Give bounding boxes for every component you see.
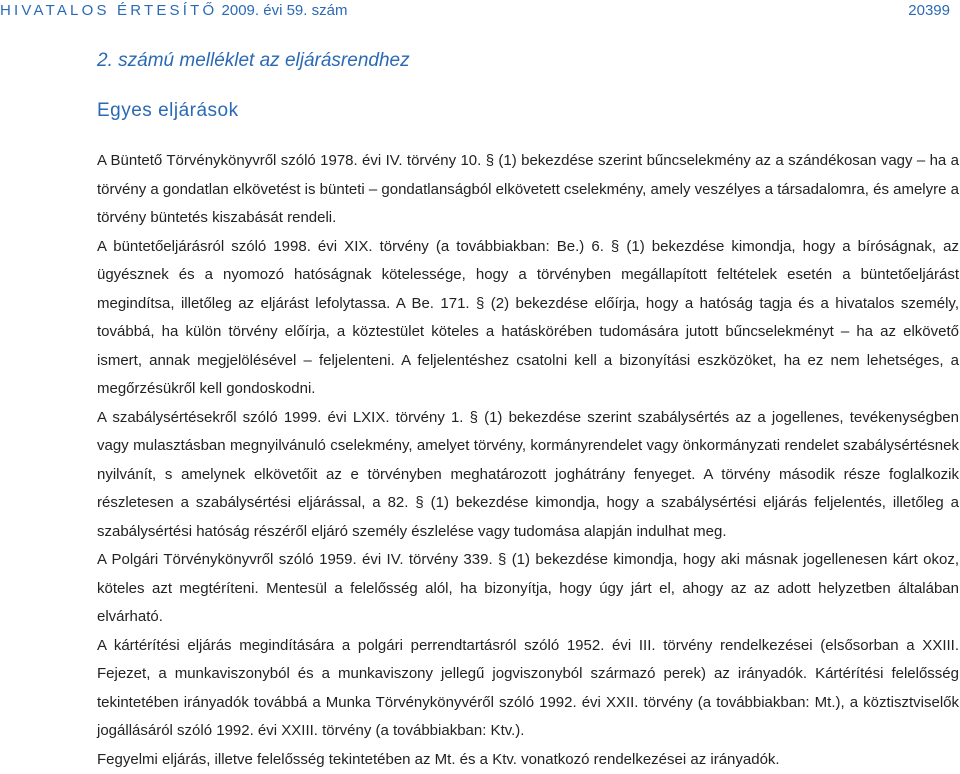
issue-info: 2009. évi 59. szám bbox=[222, 2, 348, 19]
annex-title: 2. számú melléklet az eljárásrendhez bbox=[97, 50, 410, 72]
paragraph-damages-procedure: A kártérítési eljárás megindítására a polgári perrendtartásról szóló 1952. évi III. törvény rendelkezései (elsősorban a XXIII. Fejezet, a munkaviszonyból és a munkaviszony jellegű jogviszonyból származó perek) az irányadók. Kártérítési felelősség tekintetében irányadók továbbá a Munka Törvénykönyvéről szóló 1992. évi XXII. törvény (a továbbiakban: Mt.), a köztisztviselők jogállásáról szóló 1992. évi XXIII. törvény (a továbbiakban: Ktv.). bbox=[97, 632, 959, 746]
page-number: 20399 bbox=[908, 0, 950, 22]
paragraph-civil-code: A Polgári Törvénykönyvről szóló 1959. évi IV. törvény 339. § (1) bekezdése kimondja, hogy aki másnak jogellenesen kárt okoz, köteles azt megtéríteni. Mentesül a felelősség alól, ha bizonyítja, hogy úgy járt el, ahogy az az adott helyzetben általában elvárható. bbox=[97, 546, 959, 632]
journal-masthead bbox=[0, 0, 347, 22]
journal-name: HIVATALOS ÉRTESÍTŐ bbox=[0, 2, 217, 19]
paragraph-disciplinary: Fegyelmi eljárás, illetve felelősség tekintetében az Mt. és a Ktv. vonatkozó rendelkezései az irányadók. bbox=[97, 746, 959, 774]
document-body bbox=[97, 147, 959, 774]
paragraph-criminal-code: A Büntető Törvénykönyvről szóló 1978. évi IV. törvény 10. § (1) bekezdése szerint bűncselekmény az a szándékosan vagy – ha a törvény a gondatlan elkövetést is bünteti – gondatlanságból elkövetett cselekmény, amely veszélyes a társadalomra, és amelyre a törvény büntetés kiszabását rendeli. bbox=[97, 147, 959, 233]
paragraph-petty-offences: A szabálysértésekről szóló 1999. évi LXIX. törvény 1. § (1) bekezdése szerint szabálysértés az a jogellenes, tevékenységben vagy mulasztásban megnyilvánuló cselekmény, amelyet törvény, kormányrendelet vagy önkormányzati rendelet szabálysértésnek nyilvánít, s amelynek elkövetőit az e törvényben meghatározott joghátrány fenyeget. A törvény második része foglalkozik részletesen a szabálysértési eljárással, a 82. § (1) bekezdése kimondja, hogy a szabálysértési eljárás feljelentés, illetőleg a szabálysértési hatóság részéről eljáró személy észlelése vagy tudomása alapján indulhat meg. bbox=[97, 404, 959, 547]
section-heading: Egyes eljárások bbox=[97, 100, 239, 122]
paragraph-criminal-procedure: A büntetőeljárásról szóló 1998. évi XIX. törvény (a továbbiakban: Be.) 6. § (1) bekezdése kimondja, hogy a bíróságnak, az ügyésznek és a nyomozó hatóságnak kötelessége, hogy a törvényben megállapított feltételek esetén a büntetőeljárást megindítsa, illetőleg az eljárást lefolytassa. A Be. 171. § (2) bekezdése előírja, hogy a hatóság tagja és a hivatalos személy, továbbá, ha külön törvény előírja, a köztestület köteles a hatáskörében tudomására jutott bűncselekményt – ha az elkövető ismert, annak megjelölésével – feljelenteni. A feljelentéshez csatolni kell a bizonyítási eszközöket, ha ez nem lehetséges, a megőrzésükről kell gondoskodni. bbox=[97, 233, 959, 404]
page-header bbox=[0, 0, 960, 22]
